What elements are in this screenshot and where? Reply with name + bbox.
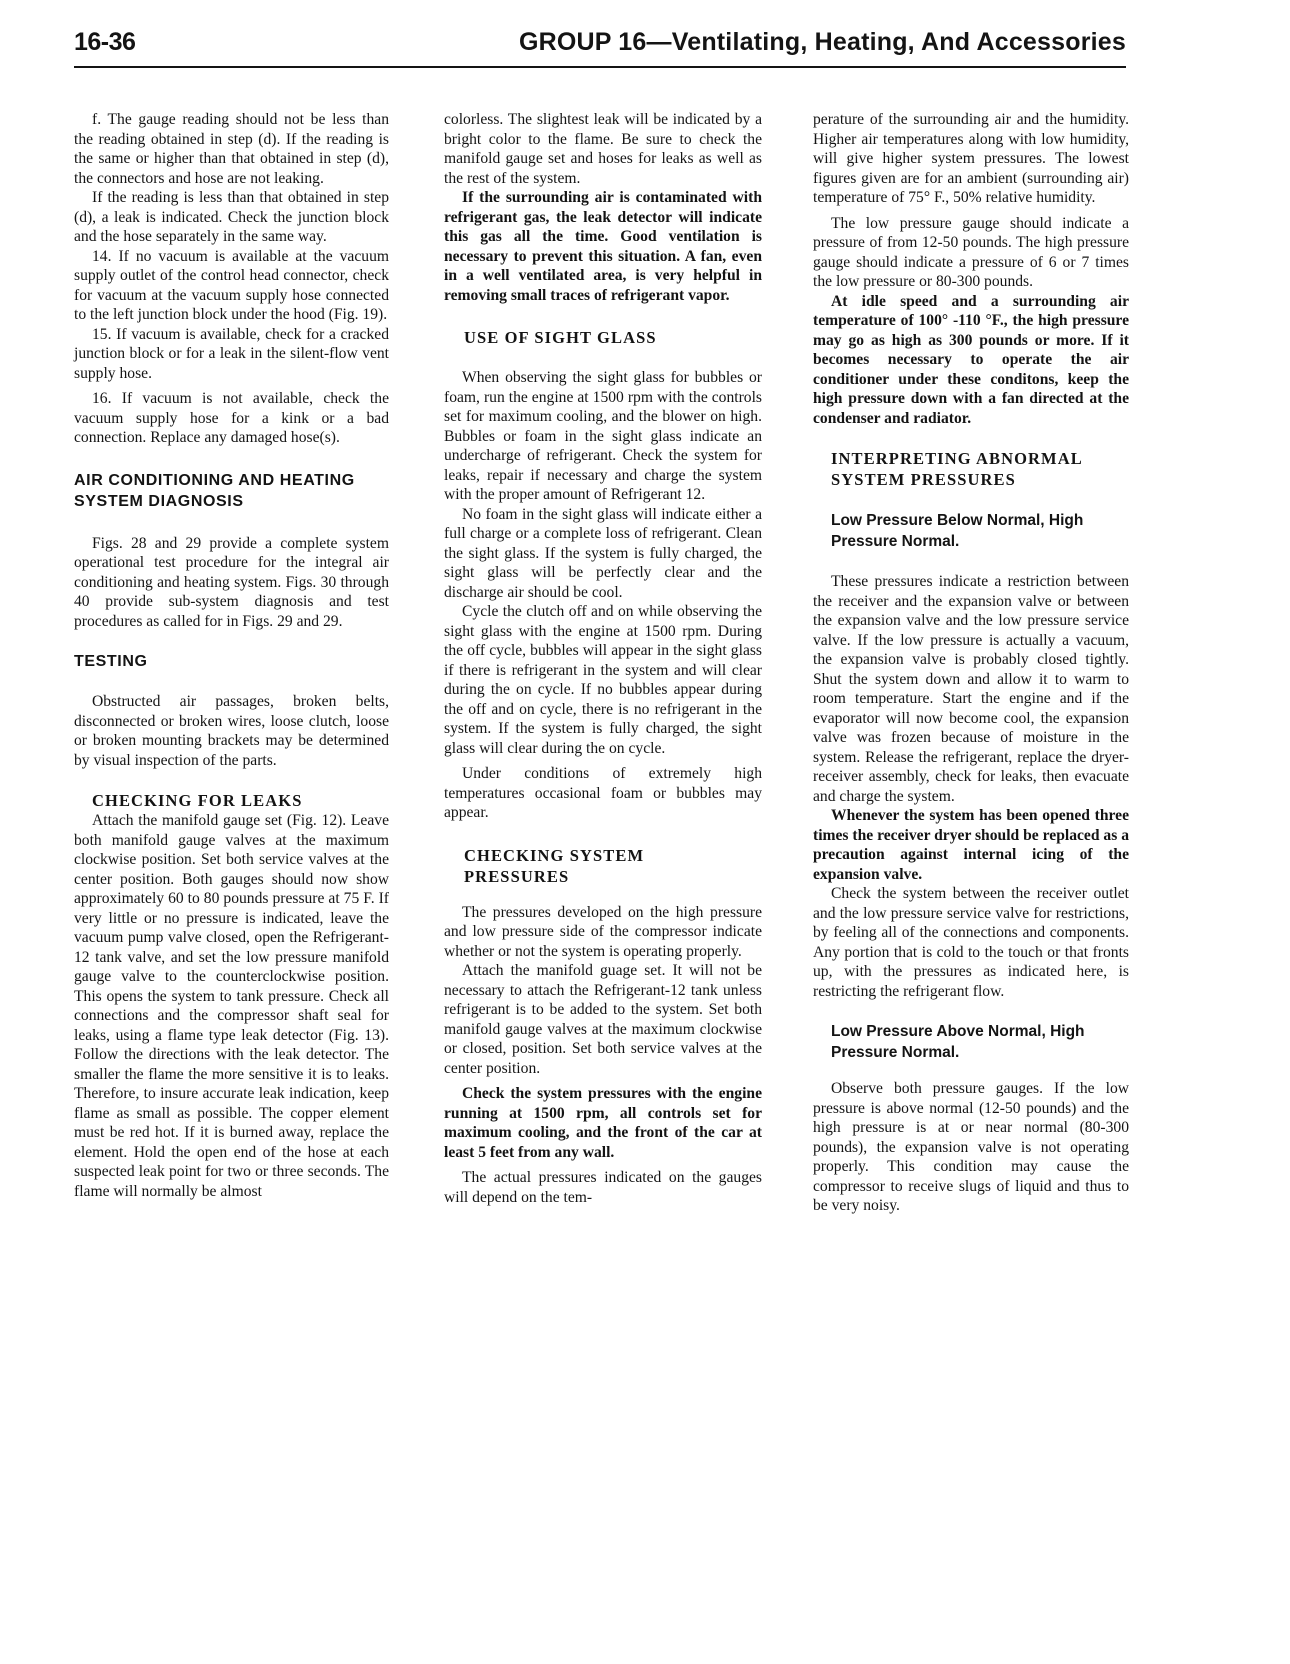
paragraph-observe-gauges: Observe both pressure gauges. If the low pressure is above normal (12-50 pounds) and the high pressure is at or near normal (80-300 pounds), the expansion valve is not operating properly. This condition may cause the compressor to receive slugs of liquid and thus to be very noisy. [813, 1080, 1129, 1214]
paragraph-attach-manifold: Attach the manifold gauge set (Fig. 12). Leave both manifold gauge valves at the maximum clockwise position. Set both service valves at the center position. Both gauges should now show approximately 60 to 80 pounds pressure at 75 F. If very little or no pressure is indicated, leave the vacuum pump valve closed, open the Refrigerant-12 tank valve, and set the low pressure manifold gauge valve to the counterclockwise position. This opens the system to tank pressure. Check all connections and the compressor shaft seal for leaks, using a flame type leak detector (Fig. 13). Follow the directions with the leak detector. The smaller the flame the more sensitive it is to leaks. Therefore, to insure accurate leak indication, keep flame as small as possible. The copper element must be red hot. If it is burned away, replace the element. Hold the open end of the hose at each suspected leak point for two or three seconds. The flame will normally be almost [74, 812, 389, 1200]
paragraph-contaminated-air: If the surrounding air is contaminated with refrigerant gas, the leak detector will indicate this gas all the time. Good ventilation is necessary to prevent this situation. A fan, even in a well ventilated area, is very helpful in removing small traces of refrigerant vapor. [444, 189, 762, 304]
column-right [813, 110, 1129, 1216]
paragraph-pressures-developed: The pressures developed on the high pressure and low pressure side of the compressor indicate whether or not the system is operating properly. [444, 903, 762, 960]
paragraph-figs: Figs. 28 and 29 provide a complete system operational test procedure for the integral air conditioning and heating system. Figs. 30 through 40 provide sub-system diagnosis and test procedures as called for in Figs. 29 and 29. [74, 534, 389, 630]
heading-diagnosis: AIR CONDITIONING AND HEATING SYSTEM DIAGNOSIS [74, 471, 355, 510]
paragraph-actual-pressures: The actual pressures indicated on the gauges will depend on the tem- [444, 1169, 762, 1206]
paragraph-step-f: f. The gauge reading should not be less than the reading obtained in step (d). If the reading is the same or higher than that obtained in step (d), the connectors and hose are not leaking. [74, 111, 389, 187]
paragraph-idle-speed: At idle speed and a surrounding air temperature of 100° -110 °F., the high pressure may go as high as 300 pounds or more. If it becomes necessary to operate the air conditioner under these conditons, keep the high pressure down with a fan directed at the condenser and radiator. [813, 292, 1129, 427]
group-title: GROUP 16—Ventilating, Heating, And Accessories [518, 28, 1126, 56]
paragraph-receiver-dryer: Whenever the system has been opened three times the receiver dryer should be replaced as a precaution against internal icing of the expansion valve. [813, 807, 1129, 883]
subheading-low-below-normal: Low Pressure Below Normal, High Pressure Normal. [831, 512, 1084, 550]
paragraph-leak-indicated: If the reading is less than that obtained in step (d), a leak is indicated. Check the junction block and the hose separately in the same way. [74, 189, 389, 245]
paragraph-obstructed: Obstructed air passages, broken belts, disconnected or broken wires, loose clutch, loose or broken mounting brackets may be determined by visual inspection of the parts. [74, 693, 389, 769]
heading-interpreting-pressures: INTERPRETING ABNORMAL SYSTEM PRESSURES [831, 449, 1082, 489]
column-middle [444, 110, 762, 1207]
paragraph-check-between: Check the system between the receiver outlet and the low pressure service valve for restrictions, by feeling all of the connections and components. Any portion that is cold to the touch or that fronts up, with the pressures as indicated here, is restricting the refrigerant flow. [813, 885, 1129, 1000]
paragraph-cycle-clutch: Cycle the clutch off and on while observing the sight glass with the engine at 1500 rpm. During the off cycle, bubbles will appear in the sight glass if there is refrigerant in the system and will clear during the on cycle. If no bubbles appear during the off and on cycle, there is no refrigerant in the system. If the system is fully charged, the sight glass will clear during the on cycle. [444, 603, 762, 757]
paragraph-engine-running: Check the system pressures with the engine running at 1500 rpm, all controls set for maximum cooling, and the front of the car at least 5 feet from any wall. [444, 1085, 762, 1161]
paragraph-step-15: 15. If vacuum is available, check for a cracked junction block or for a leak in the silent-flow vent supply hose. [74, 325, 389, 382]
column-left [74, 110, 389, 1201]
paragraph-colorless: colorless. The slightest leak will be indicated by a bright color to the flame. Be sure to check the manifold gauge set and hoses for leaks as well as the rest of the system. [444, 111, 762, 187]
paragraph-step-16: 16. If vacuum is not available, check the vacuum supply hose for a kink or a bad connection. Replace any damaged hose(s). [74, 390, 389, 446]
page-number: 16-36 [74, 28, 136, 56]
heading-testing: TESTING [74, 653, 148, 670]
subheading-low-above-normal: Low Pressure Above Normal, High Pressure Normal. [831, 1023, 1085, 1061]
heading-sight-glass: USE OF SIGHT GLASS [464, 328, 657, 347]
paragraph-temperature-humidity: perature of the surrounding air and the humidity. Higher air temperatures along with low humidity, will give higher system pressures. The lowest figures given are for an ambient (surrounding air) temperature of 75° F., 50% relative humidity. [813, 111, 1129, 206]
paragraph-observing-sight-glass: When observing the sight glass for bubbles or foam, run the engine at 1500 rpm with the controls set for maximum cooling, and the blower on high. Bubbles or foam in the sight glass indicate an undercharge of refrigerant. Check the system for leaks, repair if necessary and charge the system with the proper amount of Refrigerant 12. [444, 369, 762, 503]
paragraph-step-14: 14. If no vacuum is available at the vacuum supply outlet of the control head connector, check for vacuum at the vacuum supply hose connected to the left junction block under the hood (Fig. 19). [74, 247, 389, 323]
heading-checking-pressures: CHECKING SYSTEM PRESSURES [464, 845, 645, 886]
heading-checking-leaks: CHECKING FOR LEAKS [92, 791, 303, 810]
paragraph-extreme-temps: Under conditions of extremely high temperatures occasional foam or bubbles may appear. [444, 765, 762, 821]
paragraph-low-pressure-gauge: The low pressure gauge should indicate a pressure of from 12-50 pounds. The high pressure gauge should indicate a pressure of 6 or 7 times the low pressure or 80-300 pounds. [813, 214, 1129, 290]
header-rule [74, 66, 1126, 68]
paragraph-no-foam: No foam in the sight glass will indicate either a full charge or a complete loss of refrigerant. Clean the sight glass. If the system is fully charged, the sight glass will be perfectly clear and the discharge air should be cool. [444, 505, 762, 601]
page-header [74, 26, 1126, 66]
paragraph-restriction: These pressures indicate a restriction between the receiver and the expansion valve or between the expansion valve and the low pressure service valve. If the low pressure is actually a vacuum, the expansion valve is probably closed tightly. Shut the system down and allow it to warm to room temperature. Start the engine and if the evaporator will now become cool, the expansion valve was frozen because of moisture in the system. Release the refrigerant, replace the dryer-receiver assembly, check for leaks, then evacuate and charge the system. [813, 573, 1129, 805]
paragraph-attach-gauge-set: Attach the manifold guage set. It will not be necessary to attach the Refrigerant-12 tank unless refrigerant is to be added to the system. Set both manifold gauge valves at the maximum clockwise or closed, position. Set both service valves at the center position. [444, 962, 762, 1077]
